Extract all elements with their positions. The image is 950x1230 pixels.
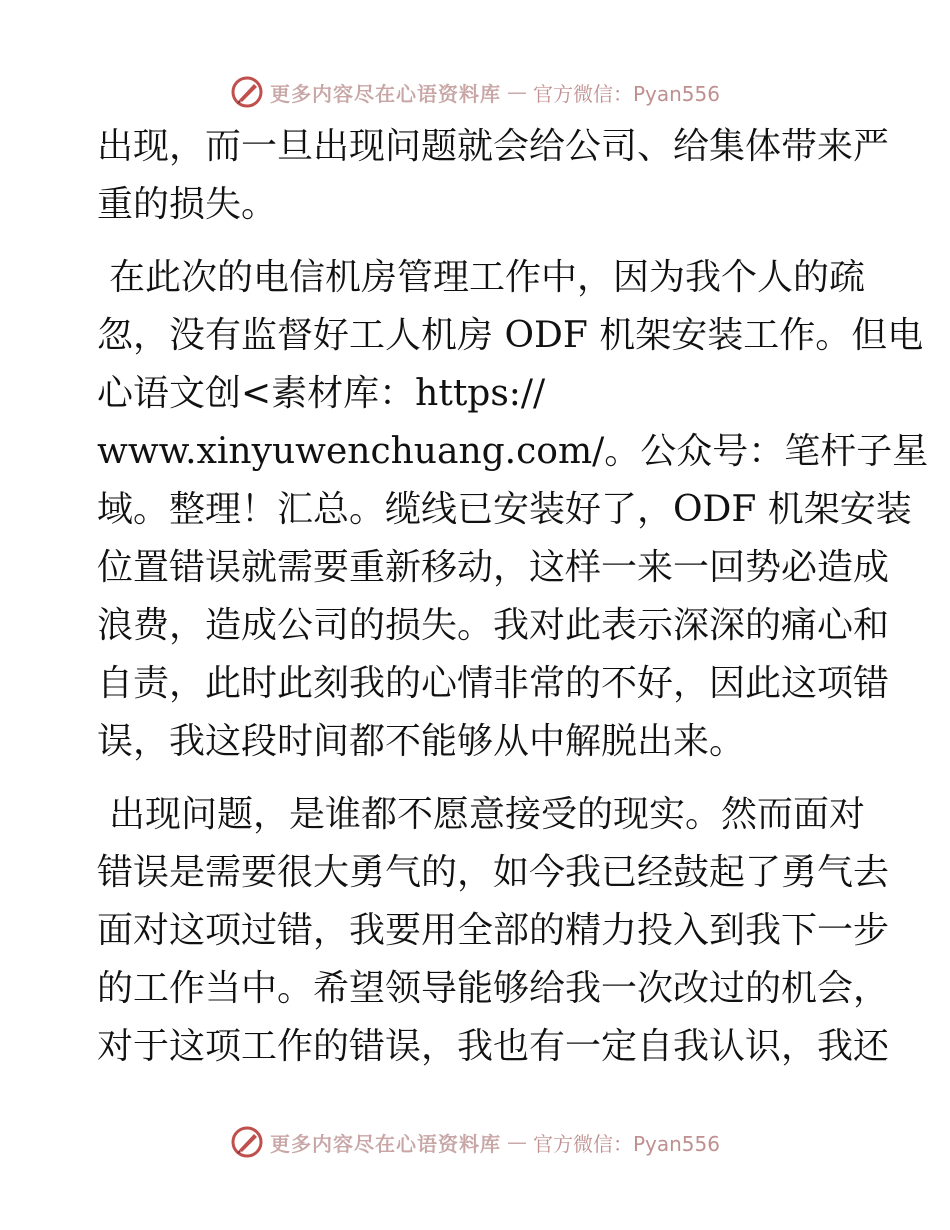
banner-dash: — bbox=[506, 1130, 527, 1154]
text-line: www.xinyuwenchuang.com/。公众号：笔杆子星 bbox=[97, 431, 929, 472]
banner-brand-text: 更多内容尽在心语资料库 bbox=[269, 1131, 501, 1156]
banner-dash: — bbox=[506, 80, 527, 104]
paragraph-3 bbox=[97, 786, 890, 1076]
text-line: 面对这项过错，我要用全部的精力投入到我下一步 bbox=[97, 910, 890, 951]
text-line: 对于这项工作的错误，我也有一定自我认识，我还 bbox=[97, 1026, 890, 1067]
text-line: 域。整理！汇总。缆线已安装好了，ODF 机架安装 bbox=[97, 489, 912, 530]
text-line: 错误是需要很大勇气的，如今我已经鼓起了勇气去 bbox=[97, 852, 890, 893]
document-body bbox=[97, 118, 929, 1076]
pen-logo-icon bbox=[230, 75, 264, 109]
text-line: 出现问题，是谁都不愿意接受的现实。然而面对 bbox=[109, 794, 866, 835]
header-banner bbox=[0, 72, 950, 112]
paragraph-1 bbox=[97, 118, 890, 234]
text-line: 误，我这段时间都不能够从中解脱出来。 bbox=[97, 721, 746, 762]
paragraph-2 bbox=[97, 249, 929, 771]
banner-wechat-text: 官方微信：Pyan556 bbox=[532, 81, 720, 106]
text-line: 位置错误就需要重新移动，这样一来一回势必造成 bbox=[97, 547, 890, 588]
pen-logo-icon bbox=[230, 1125, 264, 1159]
text-line: 浪费，造成公司的损失。我对此表示深深的痛心和 bbox=[97, 605, 890, 646]
banner-wechat-text: 官方微信：Pyan556 bbox=[532, 1131, 720, 1156]
footer-banner bbox=[0, 1122, 950, 1162]
text-line: 出现，而一旦出现问题就会给公司、给集体带来严 bbox=[97, 126, 890, 167]
text-line: 自责，此时此刻我的心情非常的不好，因此这项错 bbox=[97, 663, 890, 704]
text-line: 重的损失。 bbox=[97, 184, 278, 225]
text-line: 在此次的电信机房管理工作中，因为我个人的疏 bbox=[109, 257, 866, 298]
text-line: 的工作当中。希望领导能够给我一次改过的机会， bbox=[97, 968, 890, 1009]
banner-brand-text: 更多内容尽在心语资料库 bbox=[269, 81, 501, 106]
text-line: 忽，没有监督好工人机房 ODF 机架安装工作。但电 bbox=[97, 315, 924, 356]
text-line: 心语文创<素材库：https:// bbox=[97, 373, 546, 414]
